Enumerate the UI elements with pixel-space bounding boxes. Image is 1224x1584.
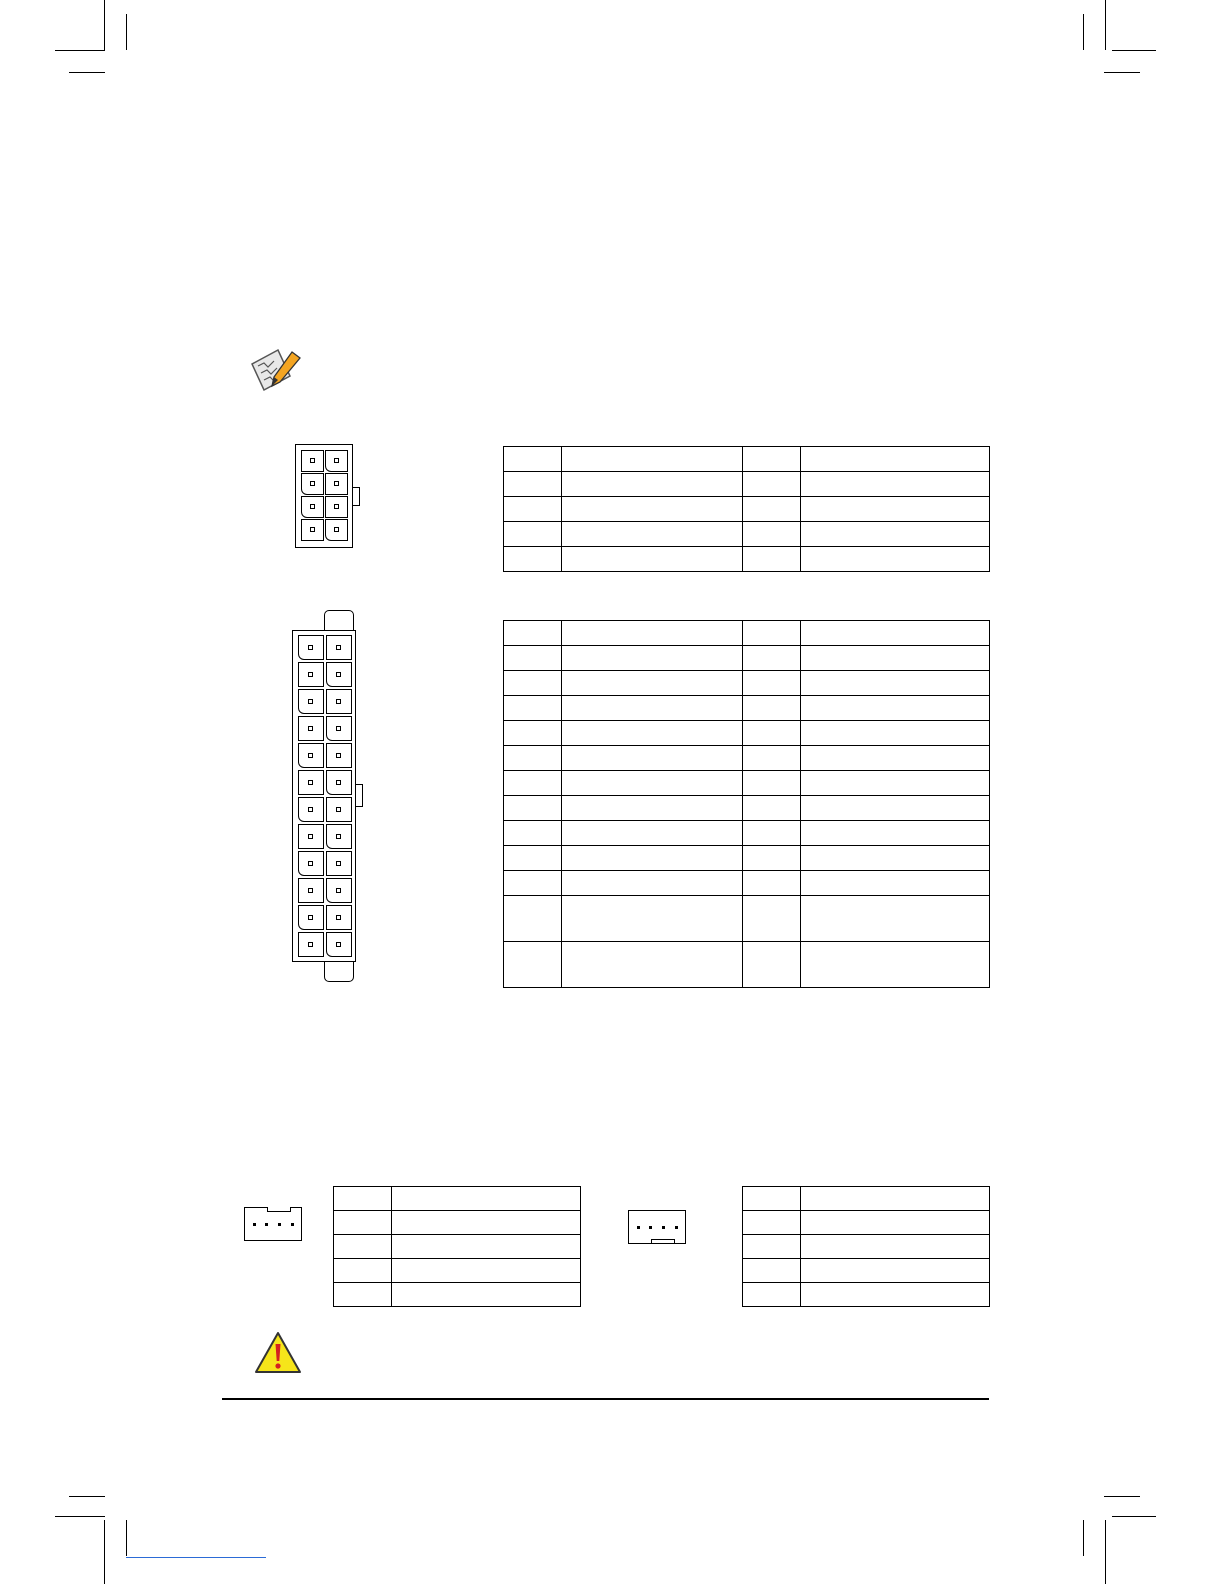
crop-mark — [1083, 1520, 1084, 1556]
pin — [326, 770, 352, 795]
table-row — [504, 497, 990, 522]
crop-mark — [104, 0, 105, 50]
atx-top-latch — [324, 610, 354, 632]
pin — [326, 797, 352, 822]
table-row — [504, 646, 990, 671]
table-row — [743, 1187, 990, 1211]
crop-mark — [1105, 0, 1106, 50]
pin — [326, 851, 352, 876]
table-row — [504, 796, 990, 821]
table-row — [504, 522, 990, 547]
table-row — [743, 1283, 990, 1307]
pin — [326, 932, 352, 957]
pin — [301, 496, 324, 518]
crop-mark — [55, 1516, 105, 1517]
pin — [301, 450, 324, 472]
table-row — [504, 547, 990, 572]
pin — [301, 473, 324, 495]
crop-mark — [1112, 1516, 1156, 1517]
table-row — [504, 621, 990, 646]
crop-mark — [69, 72, 105, 73]
pin — [301, 519, 324, 541]
pin — [298, 689, 324, 714]
connector-latch — [355, 784, 363, 807]
warning-triangle-icon — [253, 1330, 303, 1376]
pin — [298, 635, 324, 660]
table-row — [504, 671, 990, 696]
table-row — [743, 1259, 990, 1283]
pin — [298, 932, 324, 957]
pin — [298, 716, 324, 741]
pin — [326, 878, 352, 903]
atx-bottom-latch — [324, 960, 354, 982]
footer-rule — [222, 1398, 989, 1400]
table-row — [334, 1259, 581, 1283]
table-row — [504, 696, 990, 721]
atx-12v-connector — [295, 444, 353, 548]
atx-pin-table — [503, 620, 990, 988]
footer-link-line — [126, 1557, 266, 1558]
crop-mark — [104, 1520, 105, 1584]
pin — [298, 878, 324, 903]
table-row — [504, 721, 990, 746]
table-row — [334, 1187, 581, 1211]
pin — [326, 635, 352, 660]
crop-mark — [1112, 50, 1156, 51]
note-pencil-icon — [248, 344, 308, 396]
pin — [298, 851, 324, 876]
crop-mark — [126, 1520, 127, 1556]
pin — [326, 689, 352, 714]
pin — [298, 824, 324, 849]
table-row — [504, 942, 990, 988]
atx-main-connector — [292, 630, 356, 962]
table-row — [504, 746, 990, 771]
pin — [326, 662, 352, 687]
fan-header-connector — [244, 1207, 302, 1241]
table-row — [504, 896, 990, 942]
pin — [325, 496, 348, 518]
crop-mark — [1104, 72, 1140, 73]
fan-a-pin-table — [333, 1186, 581, 1307]
table-row — [504, 771, 990, 796]
table-row — [504, 871, 990, 896]
pin — [298, 905, 324, 930]
crop-mark — [126, 14, 127, 50]
table-row — [334, 1211, 581, 1235]
atx-12v-pin-table — [503, 446, 990, 572]
pin — [326, 905, 352, 930]
fan-header-connector — [628, 1210, 686, 1244]
table-row — [334, 1235, 581, 1259]
table-row — [504, 846, 990, 871]
crop-mark — [1083, 14, 1084, 50]
pin — [326, 824, 352, 849]
fan-b-pin-table — [742, 1186, 990, 1307]
pin — [325, 450, 348, 472]
table-row — [743, 1235, 990, 1259]
table-row — [504, 821, 990, 846]
pin — [298, 662, 324, 687]
crop-mark — [1104, 1496, 1140, 1497]
table-row — [504, 447, 990, 472]
crop-mark — [69, 1496, 105, 1497]
pin — [325, 473, 348, 495]
connector-latch — [352, 487, 360, 506]
pin — [326, 716, 352, 741]
pin — [325, 519, 348, 541]
table-row — [504, 472, 990, 497]
crop-mark — [55, 50, 105, 51]
table-row — [743, 1211, 990, 1235]
pin — [298, 797, 324, 822]
pin — [298, 770, 324, 795]
table-row — [334, 1283, 581, 1307]
pin — [298, 743, 324, 768]
pin — [326, 743, 352, 768]
crop-mark — [1105, 1520, 1106, 1584]
